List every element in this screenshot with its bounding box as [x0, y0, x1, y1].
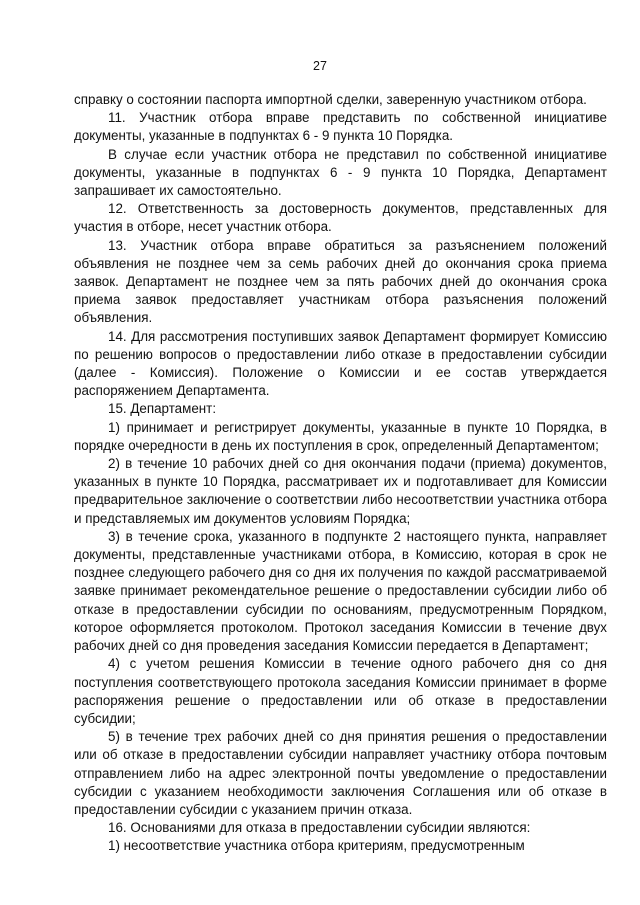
paragraph-15-item-5: 5) в течение трех рабочих дней со дня принятия решения о предоставлении или об отказе в предоставлении субсидии направляет участнику отбора почтовым отправлением либо на адрес электронной почты уведомление о предоставлении субсидии с указанием необходимости заключения Соглашения или об отказе в предоставлении субсидии с указанием причин отказа.	[74, 729, 607, 817]
paragraph-16-item-1: 1) несоответствие участника отбора критериям, предусмотренным	[108, 838, 525, 854]
paragraph-15: 15. Департамент:	[108, 401, 217, 417]
paragraph-15-item-2: 2) в течение 10 рабочих дней со дня окончания подачи (приема) документов, указанных в пункте 10 Порядка, рассматривает их и подготавливает для Комиссии предварительное заключение о соответствии либо несоответствии участника отбора и представляемых им документов условиям Порядка;	[74, 456, 607, 526]
paragraph-11-note: В случае если участник отбора не представил по собственной инициативе документы, указанные в подпунктах 6 - 9 пункта 10 Порядка, Департамент запрашивает их самостоятельно.	[74, 146, 607, 199]
page-number: 27	[313, 59, 327, 73]
paragraph-15-item-3: 3) в течение срока, указанного в подпункте 2 настоящего пункта, направляет документы, представленные участниками отбора, в Комиссию, которая в срок не позднее следующего рабочего дня со дня их получения по каждой рассматриваемой заявке принимает рекомендательное решение о предоставлении субсидии либо об отказе в предоставлении субсидии по основаниям, предусмотренным Порядком, которое оформляется протоколом. Протокол заседания Комиссии в течение двух рабочих дней со дня проведения заседания Комиссии передается в Департамент;	[74, 528, 607, 654]
paragraph-14: 14. Для рассмотрения поступивших заявок Департамент формирует Комиссию по решению вопросов о предоставлении либо отказе в предоставлении субсидии (далее - Комиссия). Положение о Комиссии и ее состав утверждается распоряжением Департамента.	[74, 328, 607, 399]
paragraph-continuation: справку о состоянии паспорта импортной сделки, заверенную участником отбора.	[74, 92, 587, 107]
paragraph-15-item-1: 1) принимает и регистрирует документы, указанные в пункте 10 Порядка, в порядке очередности в день их поступления в срок, определенный Департаментом;	[74, 419, 607, 453]
paragraph-11: 11. Участник отбора вправе представить по собственной инициативе документы, указанные в подпунктах 6 - 9 пункта 10 Порядка.	[74, 110, 607, 144]
paragraph-13: 13. Участник отбора вправе обратиться за разъяснением положений объявления не позднее чем за семь рабочих дней до окончания срока приема заявок. Департамент не позднее чем за пять рабочих дней до окончания срока приема заявок предоставляет участникам отбора разъяснения положений объявления.	[74, 237, 607, 326]
paragraph-12: 12. Ответственность за достоверность документов, представленных для участия в отборе, несет участник отбора.	[74, 201, 607, 235]
paragraph-16: 16. Основаниями для отказа в предоставлении субсидии являются:	[108, 820, 531, 836]
paragraph-15-item-4: 4) с учетом решения Комиссии в течение одного рабочего дня со дня поступления соответствующего протокола заседания Комиссии принимает в форме распоряжения решение о предоставлении или об отказе в предоставлении субсидии;	[74, 656, 607, 726]
